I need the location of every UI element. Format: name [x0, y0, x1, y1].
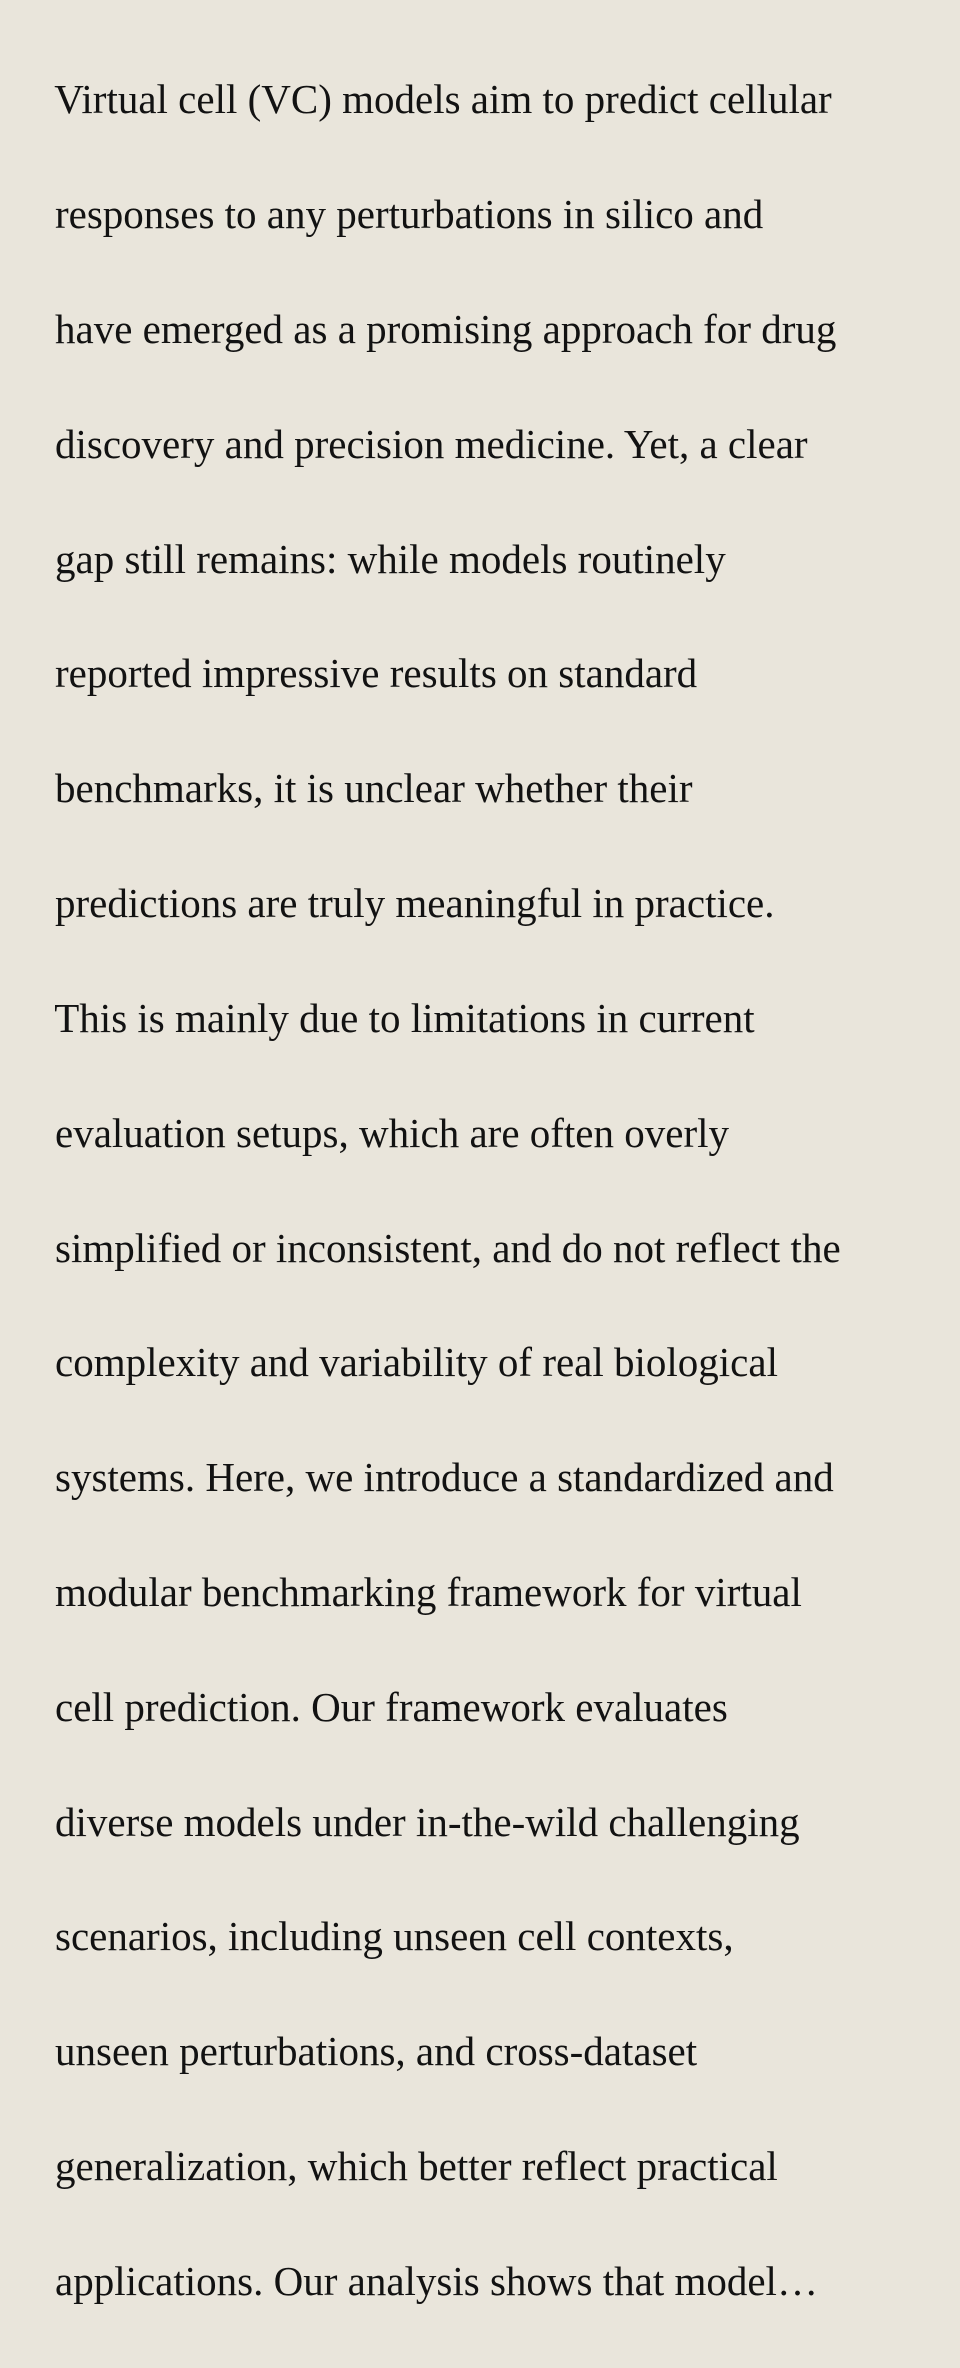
abstract-line: evaluation setups, which are often overly — [55, 1109, 729, 1156]
abstract-line: cell prediction. Our framework evaluates — [55, 1683, 728, 1730]
abstract-line: discovery and precision medicine. Yet, a clear — [55, 420, 808, 467]
abstract-text — [14, 14, 954, 2368]
abstract-line: diverse models under in-the-wild challenging — [55, 1798, 800, 1845]
abstract-line: systems. Here, we introduce a standardized and — [55, 1454, 834, 1501]
abstract-line: predictions are truly meaningful in practice. — [55, 880, 775, 927]
abstract-line: gap still remains: while models routinely — [55, 535, 726, 582]
abstract-line: scenarios, including unseen cell contexts, — [55, 1913, 734, 1960]
abstract-line: complexity and variability of real biological — [55, 1339, 778, 1386]
abstract-line: reported impressive results on standard — [55, 650, 698, 697]
abstract-line: This is mainly due to limitations in current — [54, 994, 755, 1041]
abstract-line: generalization, which better reflect practical — [55, 2143, 778, 2190]
abstract-line: Virtual cell (VC) models aim to predict cellular — [54, 76, 832, 123]
abstract-line: unseen perturbations, and cross-dataset — [55, 2028, 698, 2075]
abstract-line: benchmarks, it is unclear whether their — [55, 765, 693, 812]
abstract-line: have emerged as a promising approach for drug — [55, 306, 837, 353]
abstract-line: applications. Our analysis shows that model… — [55, 2257, 818, 2304]
abstract-line: responses to any perturbations in silico and — [55, 191, 764, 238]
abstract-line: simplified or inconsistent, and do not reflect the — [55, 1224, 841, 1271]
abstract-line: modular benchmarking framework for virtual — [55, 1568, 802, 1615]
